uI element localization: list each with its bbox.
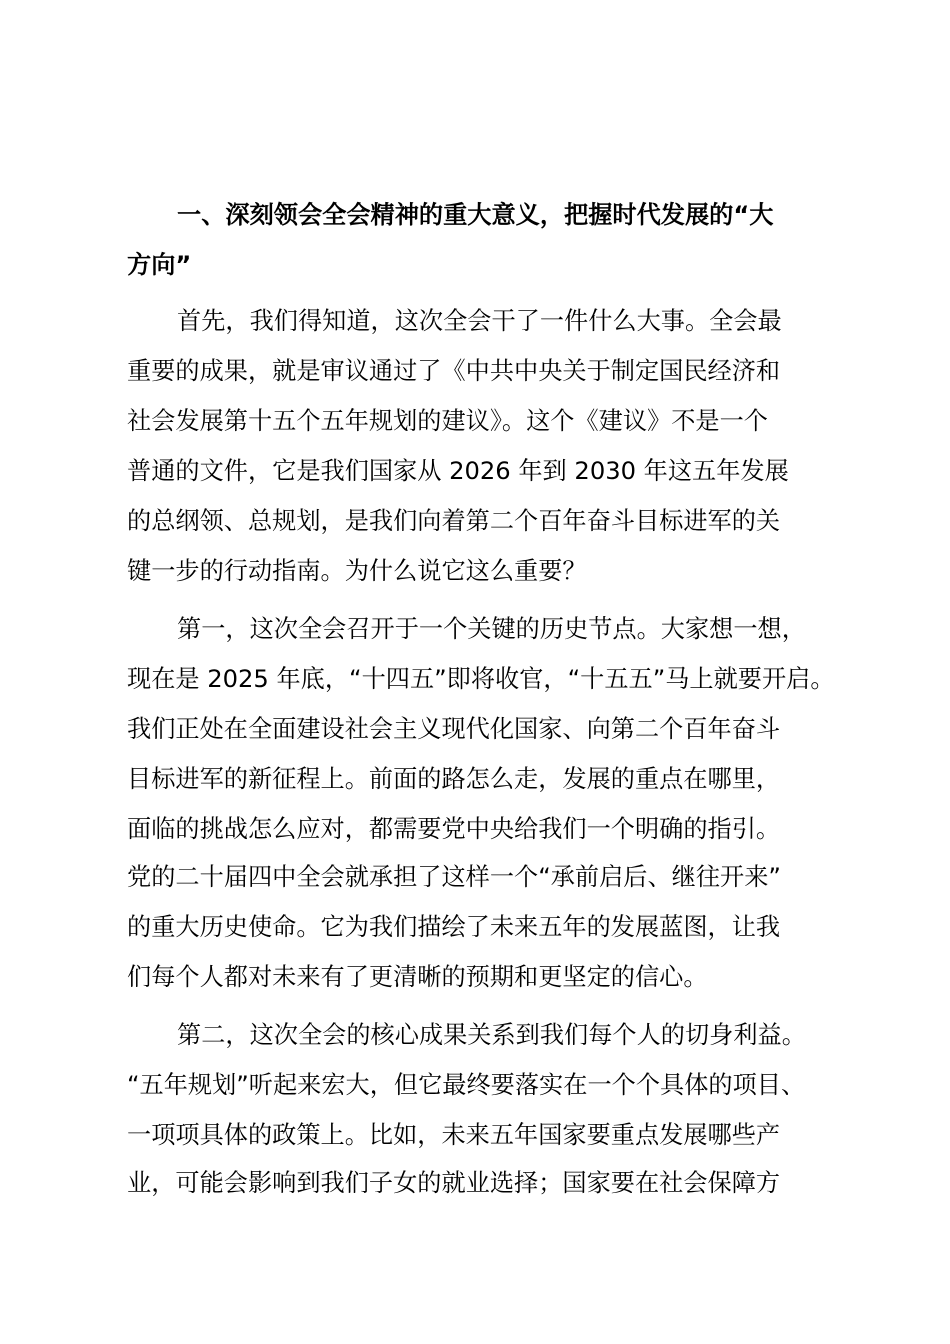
section-heading-line-1: 一、深刻领会全会精神的重大意义，把握时代发展的“大 xyxy=(177,201,774,229)
paragraph-3-line-3: 一项项具体的政策上。比如，未来五年国家要重点发展哪些产 xyxy=(127,1121,781,1149)
paragraph-2-line-8: 们每个人都对未来有了更清晰的预期和更坚定的信心。 xyxy=(127,963,708,991)
paragraph-1-line-5: 的总纲领、总规划，是我们向着第二个百年奋斗目标进军的关 xyxy=(127,507,781,535)
paragraph-2-line-4: 目标进军的新征程上。前面的路怎么走，发展的重点在哪里， xyxy=(127,765,781,793)
paragraph-1-line-3: 社会发展第十五个五年规划的建议》。这个《建议》不是一个 xyxy=(127,407,768,435)
paragraph-1-line-4: 普通的文件，它是我们国家从 2026 年到 2030 年这五年发展 xyxy=(127,457,789,485)
paragraph-2-line-7: 的重大历史使命。它为我们描绘了未来五年的发展蓝图，让我 xyxy=(127,913,781,941)
section-heading-line-2: 方向” xyxy=(127,251,192,279)
paragraph-1-line-6: 键一步的行动指南。为什么说它这么重要？ xyxy=(127,557,587,585)
paragraph-2-line-1: 第一，这次全会召开于一个关键的历史节点。大家想一想， xyxy=(177,615,806,643)
paragraph-1-line-1: 首先，我们得知道，这次全会干了一件什么大事。全会最 xyxy=(177,307,782,335)
paragraph-3-line-2: “五年规划”听起来宏大，但它最终要落实在一个个具体的项目、 xyxy=(127,1071,806,1099)
paragraph-3-line-1: 第二，这次全会的核心成果关系到我们每个人的切身利益。 xyxy=(177,1021,806,1049)
paragraph-2-line-3: 我们正处在全面建设社会主义现代化国家、向第二个百年奋斗 xyxy=(127,715,781,743)
paragraph-1-line-2: 重要的成果，就是审议通过了《中共中央关于制定国民经济和 xyxy=(127,357,781,385)
paragraph-2-line-5: 面临的挑战怎么应对，都需要党中央给我们一个明确的指引。 xyxy=(127,815,781,843)
paragraph-3-line-4: 业，可能会影响到我们子女的就业选择；国家要在社会保障方 xyxy=(127,1169,781,1197)
paragraph-2-line-6: 党的二十届四中全会就承担了这样一个“承前启后、继往开来” xyxy=(127,863,781,891)
paragraph-2-line-2: 现在是 2025 年底，“十四五”即将收官，“十五五”马上就要开启。 xyxy=(127,665,835,693)
